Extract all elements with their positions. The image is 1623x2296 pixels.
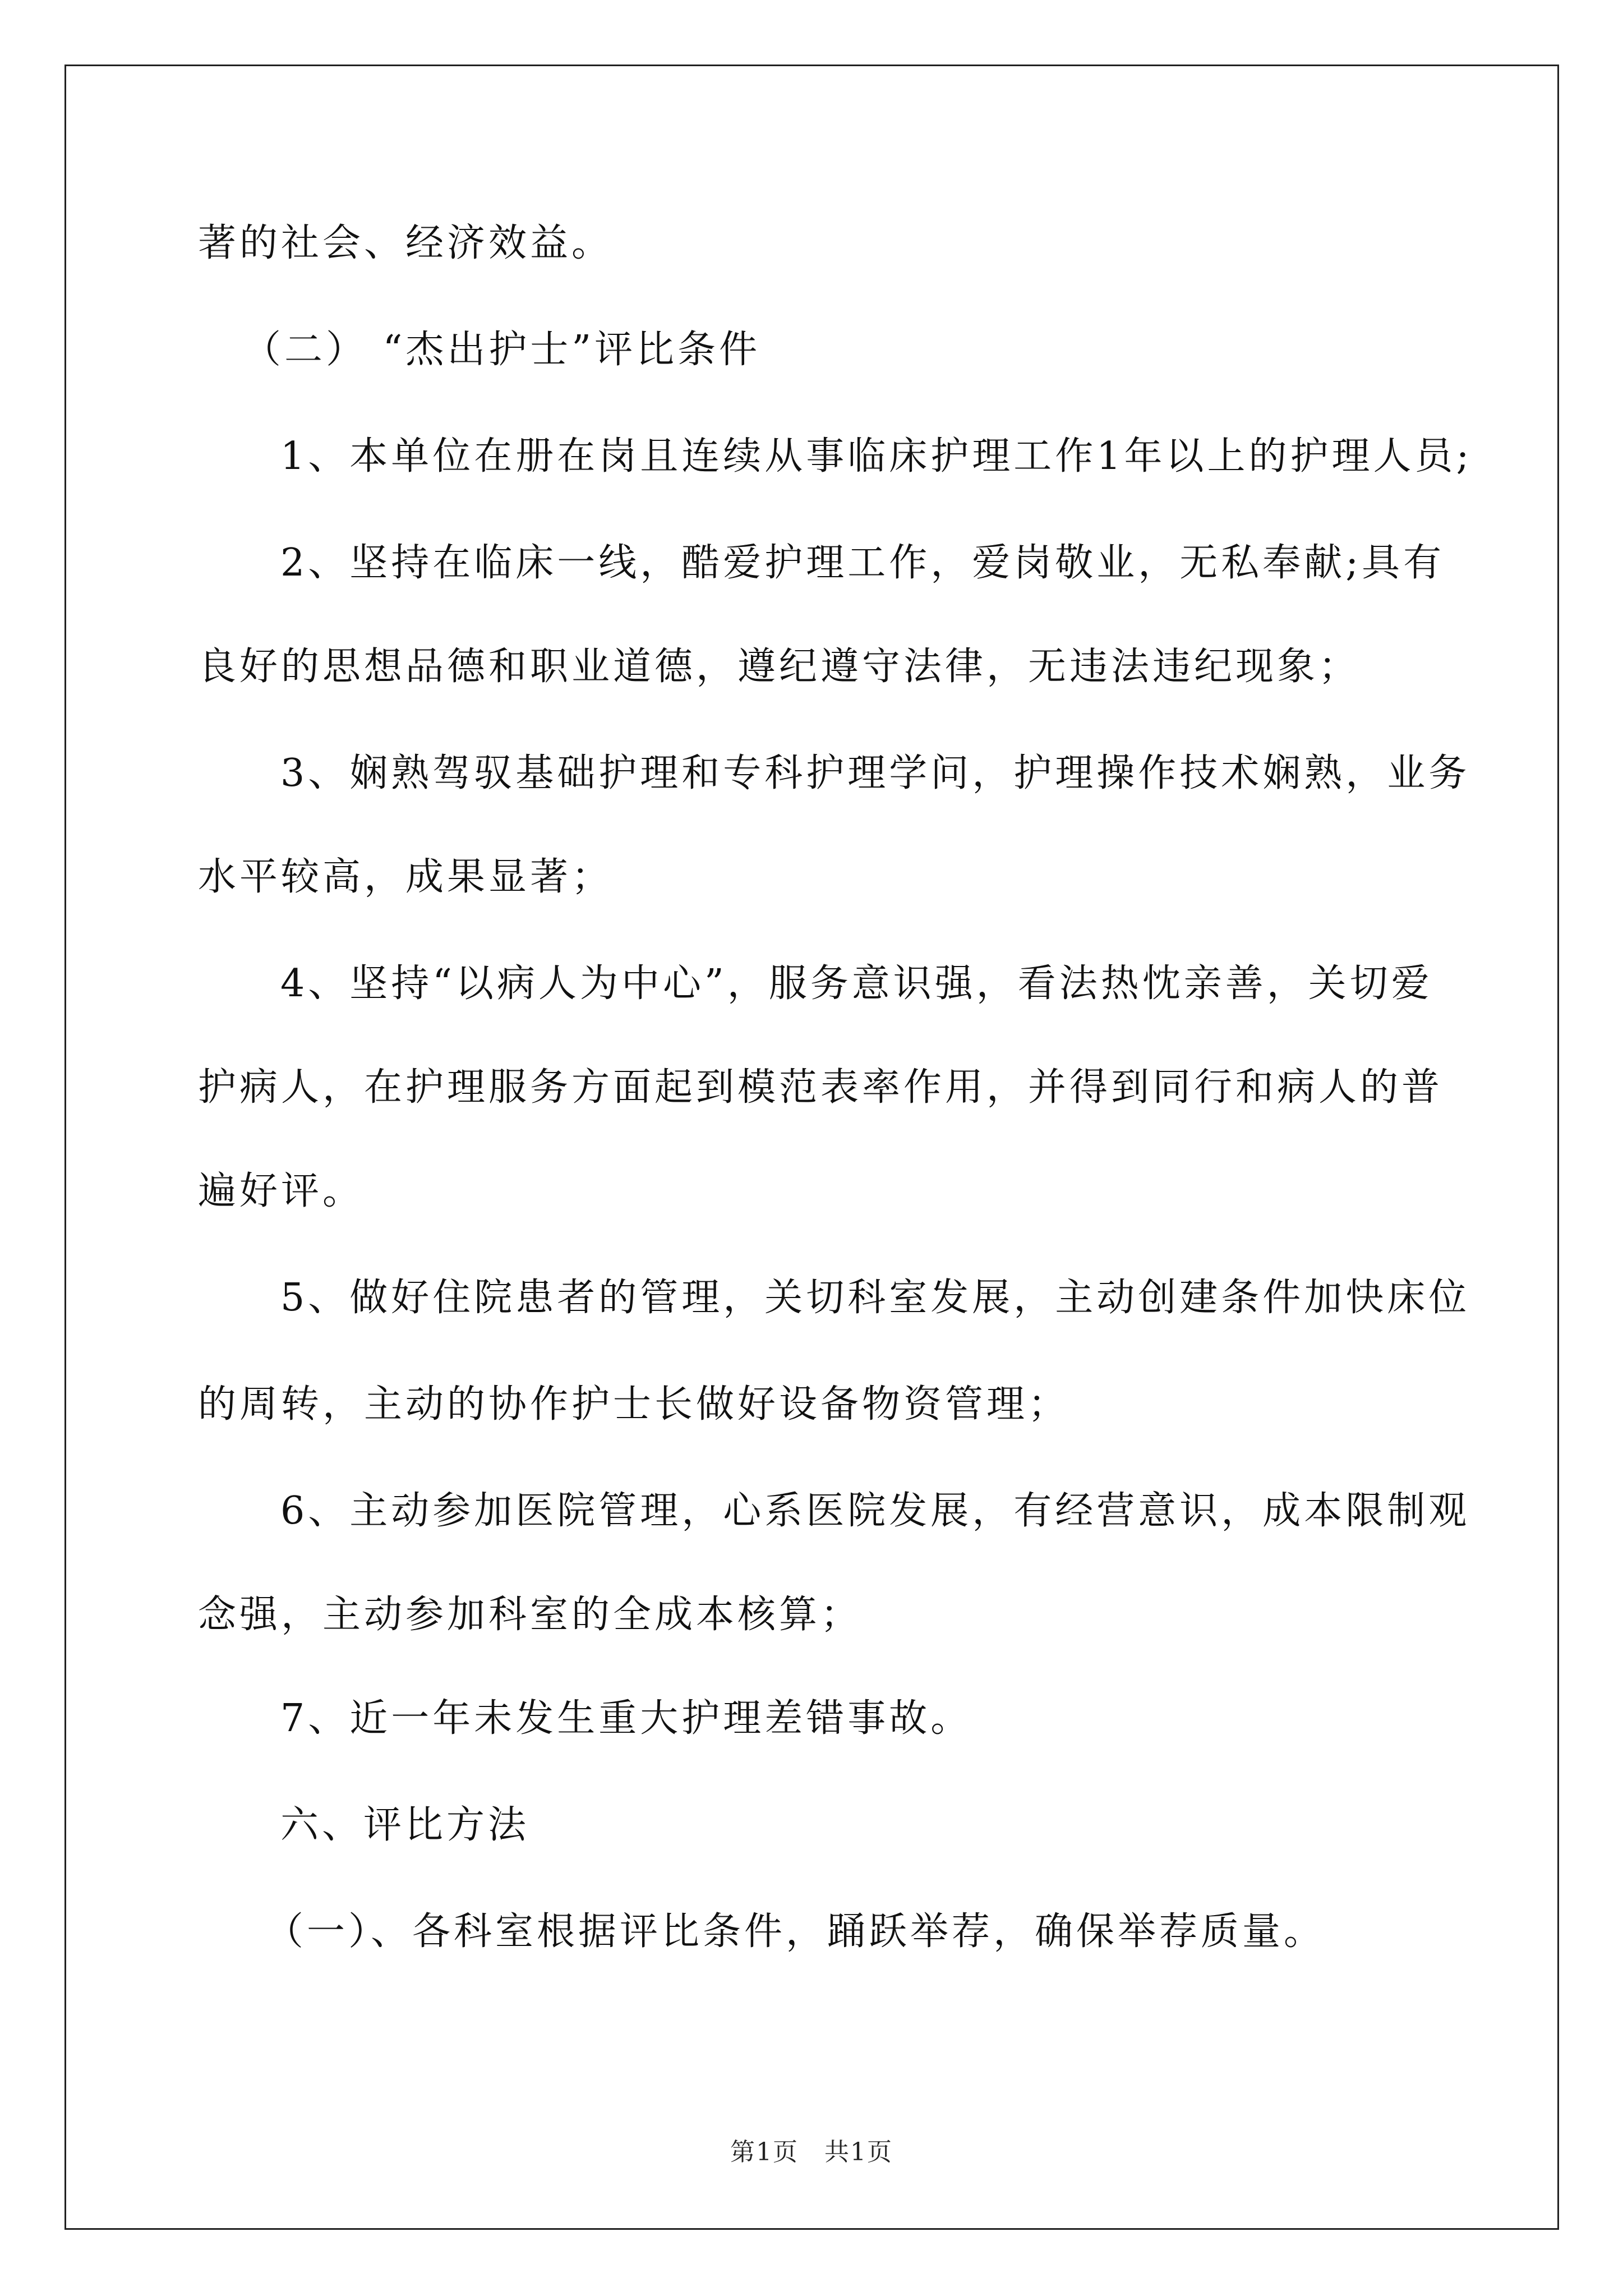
method-item-1: （一）、各科室根据评比条件，踊跃举荐，确保举荐质量。 — [265, 1910, 1326, 1954]
criteria-item-6: 6、主动参加医院管理，心系医院发展，有经营意识，成本限制观 — [280, 1489, 1470, 1533]
criteria-item-7: 7、近一年未发生重大护理差错事故。 — [280, 1696, 972, 1741]
criteria-item-4: 4、坚持“以病人为中心”，服务意识强，看法热忱亲善，关切爱 — [280, 961, 1433, 1006]
paragraph-line: 护病人，在护理服务方面起到模范表率作用，并得到同行和病人的普 — [198, 1065, 1444, 1110]
paragraph-line: 良好的思想品德和职业道德，遵纪遵守法律，无违法违纪现象； — [198, 645, 1361, 689]
paragraph-line: 念强，主动参加科室的全成本核算； — [198, 1593, 863, 1637]
paragraph-line: 水平较高，成果显著； — [198, 855, 614, 899]
paragraph-line: 的周转，主动的协作护士长做好设备物资管理； — [198, 1382, 1070, 1427]
page-border — [64, 65, 1559, 2230]
criteria-item-5: 5、做好住院患者的管理，关切科室发展，主动创建条件加快床位 — [280, 1276, 1470, 1320]
criteria-item-1: 1、本单位在册在岗且连续从事临床护理工作1年以上的护理人员; — [280, 434, 1473, 478]
page-number-footer: 第1页 共1页 — [730, 2138, 893, 2166]
criteria-item-2: 2、坚持在临床一线，酷爱护理工作，爱岗敬业，无私奉献;具有 — [280, 541, 1445, 585]
paragraph-line: 著的社会、经济效益。 — [198, 221, 614, 265]
criteria-item-3: 3、娴熟驾驭基础护理和专科护理学问，护理操作技术娴熟，业务 — [280, 751, 1470, 795]
paragraph-line: 遍好评。 — [198, 1169, 365, 1213]
section-heading: （二） “杰出护士”评比条件 — [243, 328, 761, 372]
section-heading: 六、评比方法 — [280, 1803, 530, 1847]
